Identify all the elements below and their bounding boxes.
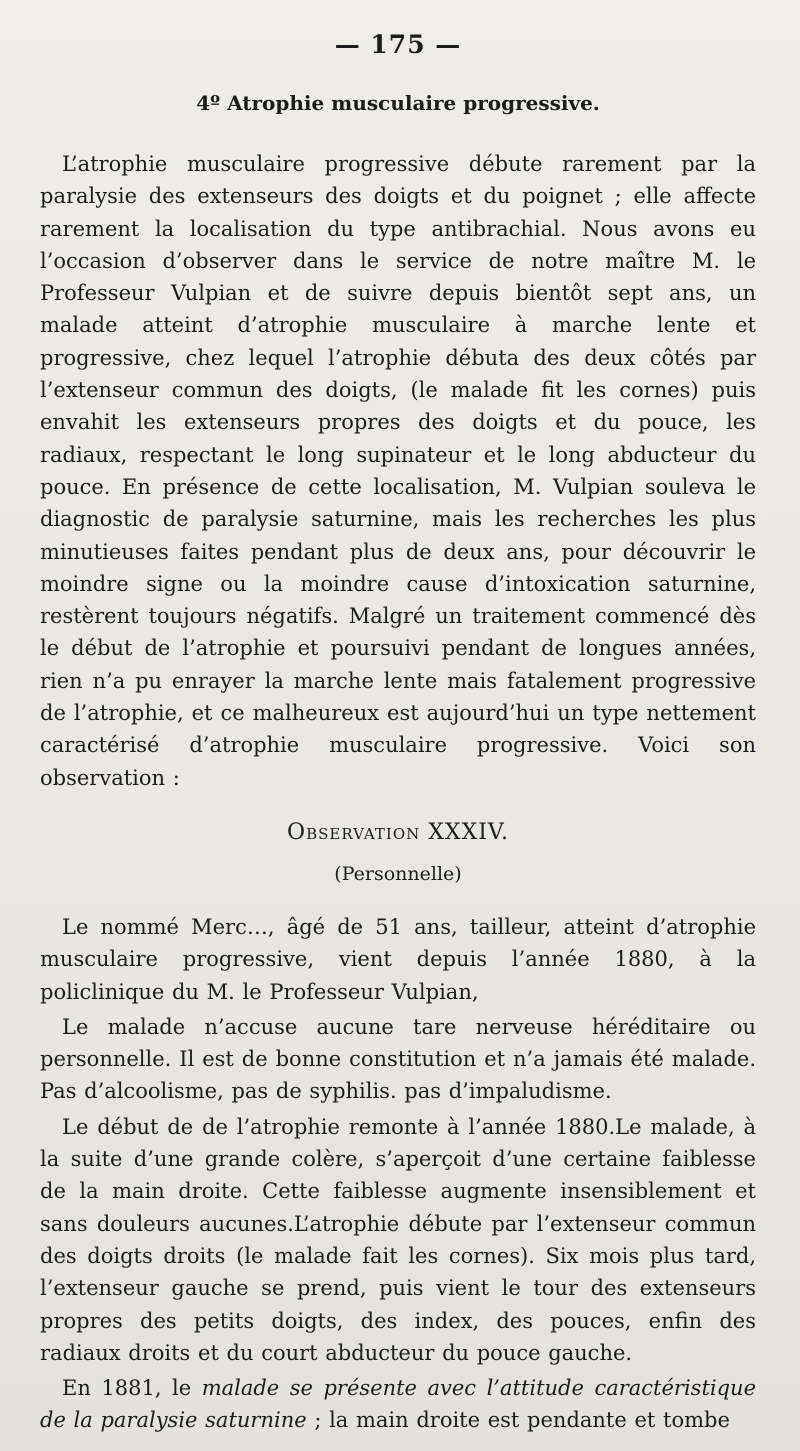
observation-subtitle: (Personnelle) xyxy=(334,862,462,885)
paragraph-1881-italic: malade se présente avec l’attitude caractéristique de la paralysie saturnine xyxy=(40,1376,756,1433)
paragraph-onset: Le début de de l’atrophie remonte à l’année 1880.Le malade, à la suite d’une grande colère, s’aperçoit d’une certaine faiblesse de la main droite. Cette faiblesse augmente insensiblement et sans douleurs aucunes.L’atrophie débute par l’extenseur commun des doigts droits (le malade fait les cornes). Six mois plus tard, l’extenseur gauche se prend, puis vient le tour des extenseurs propres des petits doigts, des index, des pouces, enfin des radiaux droits et du court abducteur du pouce gauche. xyxy=(40,1114,756,1365)
section-heading: 4º Atrophie musculaire progressive. xyxy=(196,91,600,115)
paragraph-1881-end: ; la main droite est pendante et tombe xyxy=(306,1408,730,1433)
paragraph-patient: Le nommé Merc…, âgé de 51 ans, tailleur, atteint d’atrophie musculaire progressive, vient depuis l’année 1880, à la policlinique du M. le Professeur Vulpian, xyxy=(40,914,756,1004)
observation-title: Observation XXXIV. xyxy=(287,819,509,845)
paragraph-1881-start: En 1881, le xyxy=(62,1376,202,1401)
paragraph-history: Le malade n’accuse aucune tare nerveuse héréditaire ou personnelle. Il est de bonne constitution et n’a jamais été malade. Pas d’alcoolisme, pas de syphilis. pas d’impaludisme. xyxy=(40,1014,756,1104)
page-number: — 175 — xyxy=(334,30,462,59)
paragraph-1881 xyxy=(40,1372,756,1437)
intro-paragraph: L’atrophie musculaire progressive débute rarement par la paralysie des extenseurs des doigts et du poignet ; elle affecte rarement la localisation du type antibrachial. Nous avons eu l’occasion d’observer dans le service de notre maître M. le Professeur Vulpian et de suivre depuis bientôt sept ans, un malade atteint d’atrophie musculaire à marche lente et progressive, chez lequel l’atrophie débuta des deux côtés par l’extenseur commun des doigts, (le malade fit les cornes) puis envahit les extenseurs propres des doigts et du pouce, les radiaux, respectant le long supinateur et le long abducteur du pouce. En présence de cette localisation, M. Vulpian souleva le diagnostic de paralysie saturnine, mais les recherches les plus minutieuses faites pendant plus de deux ans, pour découvrir le moindre signe ou la moindre cause d’intoxication saturnine, restèrent toujours négatifs. Malgré un traitement commencé dès le début de l’atrophie et poursuivi pendant de longues années, rien n’a pu enrayer la marche lente mais fatalement progressive de l’atrophie, et ce malheureux est aujourd’hui un type nettement caractérisé d’atrophie musculaire progressive. Voici son observation : xyxy=(40,152,756,790)
